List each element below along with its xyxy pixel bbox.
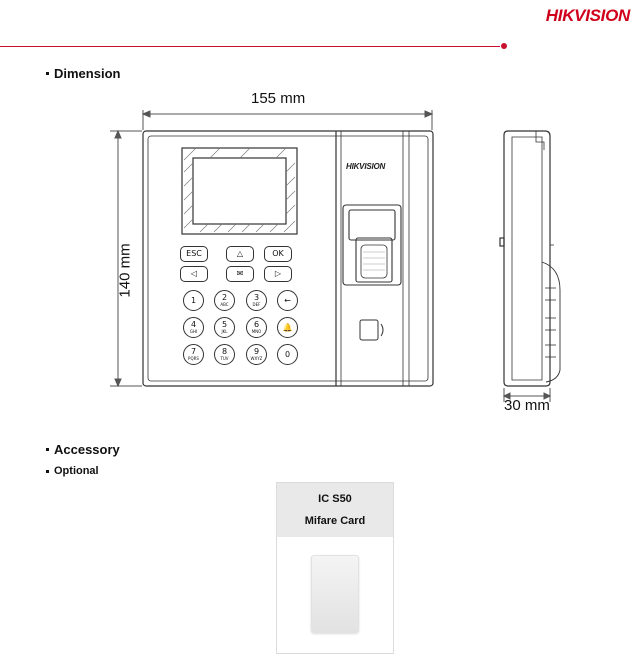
optional-subheading: Optional [46,465,99,477]
card-header [277,483,393,537]
keypad-number-key: 0 [277,344,298,365]
keypad-nav-key: ▷ [264,266,292,282]
card-model: IC S50 [318,493,352,505]
keypad-number-key: 5 JKL [214,317,235,338]
keypad-number-key: 4 GHI [183,317,204,338]
device-logo: HIKVISION [346,162,386,171]
bullet-icon [46,470,49,473]
keypad-nav-key: OK [264,246,292,262]
hikvision-logo: HIKVISION [545,6,630,25]
keypad-nav-key: ESC [180,246,208,262]
accessory-card-tile [276,482,394,654]
device-side [500,131,560,386]
keypad-number-key: 1 [183,290,204,311]
keypad-nav-key: ✉ [226,266,254,282]
bullet-icon [46,448,49,451]
keypad-nav-key: ◁ [180,266,208,282]
keypad-number-key: 2 ABC [214,290,235,311]
keypad-number-key: 🔔 [277,317,298,338]
mifare-card-image [311,555,359,633]
accessory-heading: Accessory [46,442,120,457]
keypad-number-key: 9 WXYZ [246,344,267,365]
dimension-heading: Dimension [46,66,120,81]
keypad-number-key: ← [277,290,298,311]
depth-label: 30 mm [504,397,550,414]
card-reader-icon [360,320,383,340]
card-type: Mifare Card [304,515,366,527]
fingerprint-sensor [343,205,401,285]
lcd-screen [182,148,297,234]
keypad-number-key: 7 PQRS [183,344,204,365]
keypad-number-key: 3 DEF [246,290,267,311]
keypad-number-key: 8 TUV [214,344,235,365]
width-dimension-line [143,110,432,130]
keypad-number-key: 6 MNO [246,317,267,338]
keypad-nav-key: △ [226,246,254,262]
width-label: 155 mm [251,90,306,107]
height-label: 140 mm [116,243,134,298]
